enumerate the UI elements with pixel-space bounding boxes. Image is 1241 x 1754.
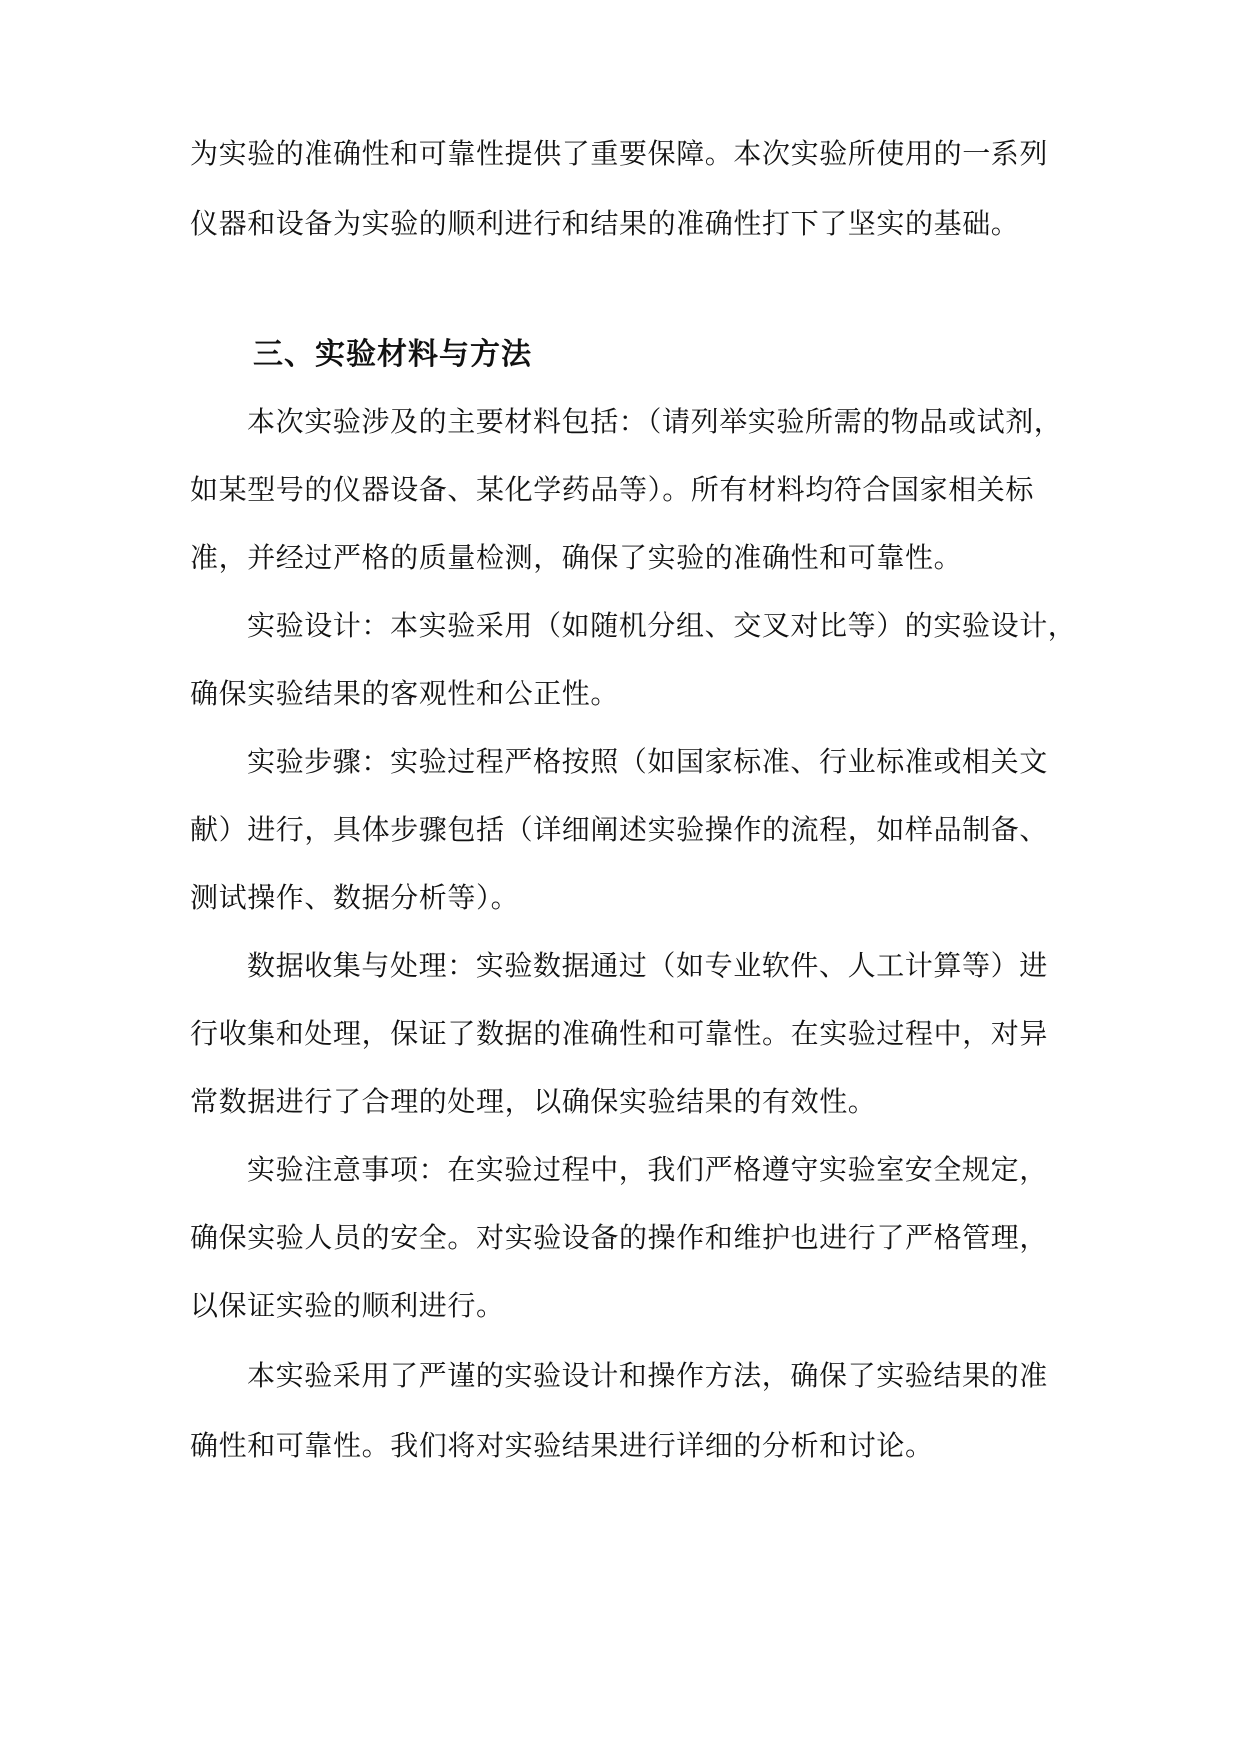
paragraph-line: 准，并经过严格的质量检测，确保了实验的准确性和可靠性。: [190, 541, 963, 574]
paragraph-line: 确性和可靠性。我们将对实验结果进行详细的分析和讨论。: [190, 1429, 934, 1462]
paragraph-line: 常数据进行了合理的处理，以确保实验结果的有效性。: [190, 1085, 877, 1118]
paragraph-line: 确保实验人员的安全。对实验设备的操作和维护也进行了严格管理，: [190, 1221, 1049, 1254]
paragraph-line: 实验步骤：实验过程严格按照（如国家标准、行业标准或相关文: [247, 745, 1048, 778]
paragraph-line: 献）进行，具体步骤包括（详细阐述实验操作的流程，如样品制备、: [190, 813, 1049, 846]
paragraph-line: 行收集和处理，保证了数据的准确性和可靠性。在实验过程中，对异: [190, 1017, 1049, 1050]
paragraph-line: 实验设计：本实验采用（如随机分组、交叉对比等）的实验设计，: [247, 609, 1077, 642]
paragraph-line: 如某型号的仪器设备、某化学药品等）。所有材料均符合国家相关标: [190, 473, 1035, 506]
paragraph-line: 确保实验结果的客观性和公正性。: [190, 677, 620, 710]
paragraph-line: 本实验采用了严谨的实验设计和操作方法，确保了实验结果的准: [247, 1359, 1048, 1392]
section-heading: 三、实验材料与方法: [253, 337, 532, 372]
paragraph-line: 仪器和设备为实验的顺利进行和结果的准确性打下了坚实的基础。: [190, 207, 1020, 240]
paragraph-line: 测试操作、数据分析等）。: [190, 881, 520, 914]
paragraph-line: 本次实验涉及的主要材料包括：（请列举实验所需的物品或试剂，: [247, 405, 1063, 438]
paragraph-line: 数据收集与处理：实验数据通过（如专业软件、人工计算等）进: [247, 949, 1048, 982]
paragraph-line: 为实验的准确性和可靠性提供了重要保障。本次实验所使用的一系列: [190, 137, 1049, 170]
paragraph-line: 以保证实验的顺利进行。: [190, 1289, 505, 1322]
paragraph-line: 实验注意事项：在实验过程中，我们严格遵守实验室安全规定，: [247, 1153, 1048, 1186]
